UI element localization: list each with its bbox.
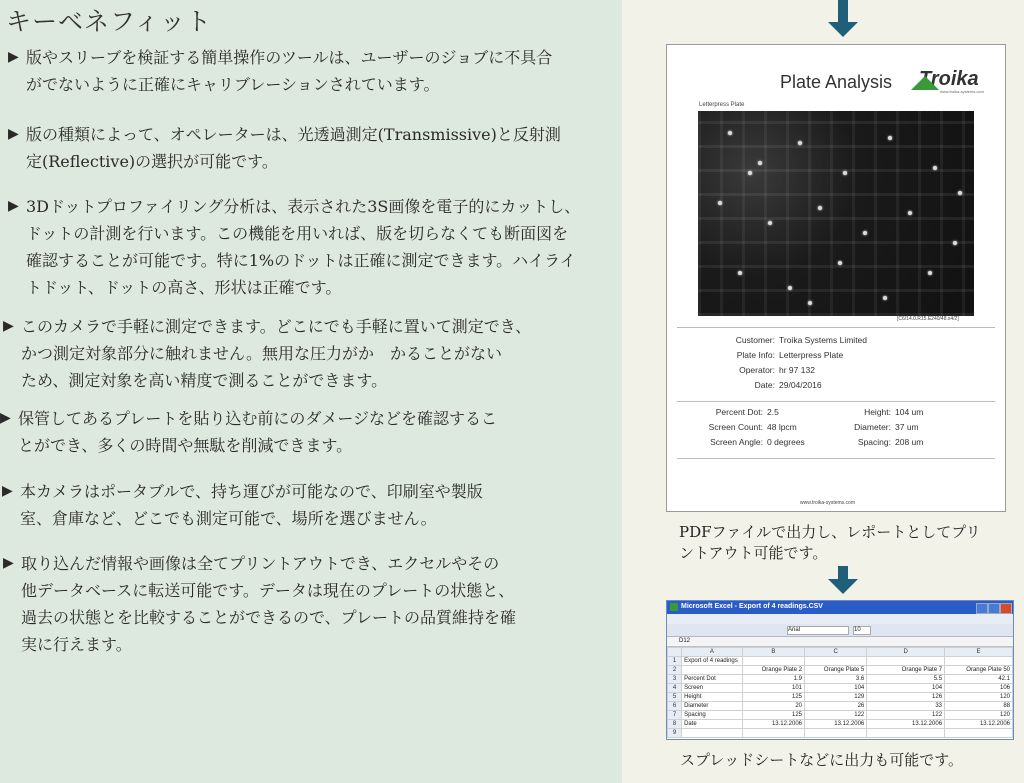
divider — [677, 327, 995, 328]
column-header[interactable]: A — [682, 648, 743, 657]
plate-dot — [818, 206, 822, 210]
minimize-icon[interactable] — [976, 603, 988, 614]
cell[interactable] — [867, 657, 945, 666]
spreadsheet-grid[interactable] — [667, 647, 1013, 738]
table-row — [668, 684, 1013, 693]
column-header[interactable] — [668, 648, 682, 657]
bullet-arrow-icon: ▶ — [8, 198, 19, 214]
cell[interactable]: 120 — [945, 693, 1013, 702]
benefit-item — [0, 405, 498, 459]
cell[interactable]: 13.12.2006 — [945, 720, 1013, 729]
benefit-item — [3, 313, 532, 394]
plate-dot — [958, 191, 962, 195]
cell[interactable]: 13.12.2006 — [742, 720, 804, 729]
plate-code: [C6/14.0.R15.E240/48.x4/2] — [897, 316, 959, 322]
benefit-line: 版やスリーブを検証する簡単操作のツールは、ユーザーのジョブに不具合 — [26, 48, 553, 67]
cell[interactable]: 125 — [742, 711, 804, 720]
cell[interactable]: 125 — [742, 693, 804, 702]
plate-dot — [838, 261, 842, 265]
report-info-row — [707, 365, 815, 375]
plate-dot — [908, 211, 912, 215]
column-header[interactable]: B — [742, 648, 804, 657]
benefit-item — [2, 478, 483, 532]
maximize-icon[interactable] — [988, 603, 1000, 614]
benefit-item — [8, 44, 553, 98]
benefit-line: このカメラで手軽に測定できます。どこにでも手軽に置いて測定でき、 — [21, 317, 532, 336]
excel-title-bar — [667, 601, 1013, 614]
cell[interactable]: 1.9 — [742, 675, 804, 684]
plate-dot — [798, 141, 802, 145]
report-metric — [835, 407, 923, 417]
logo-text: Troika — [919, 68, 979, 90]
cell[interactable] — [805, 729, 867, 738]
plate-dot — [718, 201, 722, 205]
excel-icon — [670, 603, 678, 611]
excel-menu-bar — [667, 614, 1013, 624]
cell[interactable]: Export of 4 readings — [682, 657, 743, 666]
bullet-arrow-icon: ▶ — [3, 318, 14, 334]
plate-dot — [843, 171, 847, 175]
metric-label: Screen Count: — [708, 422, 763, 432]
font-name-box[interactable] — [787, 626, 849, 635]
troika-logo — [919, 68, 979, 91]
report-metric — [697, 422, 797, 432]
cell[interactable]: Orange Plate 2 — [742, 666, 804, 675]
row-header[interactable]: 5 — [668, 693, 682, 702]
font-size: 10 — [854, 627, 861, 633]
plate-dot — [808, 301, 812, 305]
table-row — [668, 711, 1013, 720]
plate-dot — [748, 171, 752, 175]
cell[interactable]: 129 — [805, 693, 867, 702]
cell[interactable]: Percent Dot — [682, 675, 743, 684]
plate-dot — [953, 241, 957, 245]
close-icon[interactable] — [1000, 603, 1012, 614]
benefit-line: トドット、ドットの高さ、形状は正確です。 — [26, 278, 342, 297]
cell[interactable]: 104 — [867, 684, 945, 693]
report-metric — [835, 437, 923, 447]
pdf-caption — [679, 522, 981, 564]
info-value: Letterpress Plate — [779, 350, 844, 360]
plate-dot — [928, 271, 932, 275]
plate-dot — [863, 231, 867, 235]
benefit-line: ため、測定対象を高い精度で測ることができます。 — [21, 371, 388, 390]
plate-dot — [888, 136, 892, 140]
report-footer: www.troika-systems.com — [800, 500, 856, 506]
cell[interactable] — [945, 729, 1013, 738]
table-row — [668, 693, 1013, 702]
benefit-line: 定(Reflective)の選択が可能です。 — [26, 152, 278, 171]
excel-window — [666, 600, 1014, 740]
cell[interactable]: 106 — [945, 684, 1013, 693]
benefit-line: 版の種類によって、オペレーターは、光透過測定(Transmissive)と反射測 — [26, 125, 561, 144]
bullet-arrow-icon: ▶ — [0, 410, 11, 426]
report-info-row — [707, 335, 867, 345]
metric-value: 0 degrees — [767, 437, 805, 447]
metric-label: Percent Dot: — [715, 407, 763, 417]
cell[interactable]: Diameter — [682, 702, 743, 711]
divider — [677, 458, 995, 459]
table-row — [668, 720, 1013, 729]
cell[interactable]: 120 — [945, 711, 1013, 720]
cell[interactable]: 122 — [867, 711, 945, 720]
formula-bar — [667, 637, 1013, 647]
table-row — [668, 666, 1013, 675]
pdf-caption-line: ントアウト可能です。 — [679, 544, 828, 562]
benefit-line: かつ測定対象部分に触れません。無用な圧力がか かることがない — [21, 344, 502, 363]
benefit-line: 過去の状態とを比較することができるので、プレートの品質維持を確 — [21, 608, 517, 627]
cell[interactable] — [682, 729, 743, 738]
logo-triangle-icon — [911, 76, 939, 90]
plate-analysis-report — [666, 44, 1006, 512]
excel-caption: スプレッドシートなどに出力も可能です。 — [680, 751, 964, 769]
cell[interactable]: Orange Plate 50 — [945, 666, 1013, 675]
benefit-line: 他データベースに転送可能です。データは現在のプレートの状態と、 — [21, 581, 515, 600]
cell[interactable]: 126 — [867, 693, 945, 702]
benefit-item — [8, 121, 561, 175]
bullet-arrow-icon: ▶ — [3, 555, 14, 571]
font-name: Arial — [788, 627, 801, 633]
plate-dot — [758, 161, 762, 165]
plate-label: Letterpress Plate — [699, 102, 745, 108]
cell[interactable]: 33 — [867, 702, 945, 711]
cell[interactable]: Spacing — [682, 711, 743, 720]
plate-dot — [738, 271, 742, 275]
benefit-item — [3, 550, 517, 658]
cell[interactable] — [682, 666, 743, 675]
bullet-arrow-icon: ▶ — [8, 126, 19, 142]
cell[interactable]: 26 — [805, 702, 867, 711]
cell[interactable]: 42.1 — [945, 675, 1013, 684]
plate-dot — [768, 221, 772, 225]
benefit-line: ドットの計測を行います。この機能を用いれば、版を切らなくても断面図を — [26, 224, 569, 243]
report-metric — [835, 422, 919, 432]
plate-dot — [728, 131, 732, 135]
cell[interactable]: 3.6 — [805, 675, 867, 684]
info-label: Date: — [754, 380, 775, 390]
row-header[interactable]: 1 — [668, 657, 682, 666]
plate-texture — [698, 111, 974, 316]
excel-toolbar — [667, 624, 1013, 637]
metric-label: Screen Angle: — [710, 437, 763, 447]
cell[interactable]: 104 — [805, 684, 867, 693]
bullet-arrow-icon: ▶ — [2, 483, 13, 499]
benefit-line: 保管してあるプレートを貼り込む前にのダメージなどを確認するこ — [18, 409, 498, 428]
info-value: 29/04/2016 — [779, 380, 822, 390]
cell[interactable]: Orange Plate 5 — [805, 666, 867, 675]
benefit-line: 取り込んだ情報や画像は全てプリントアウトでき、エクセルやその — [21, 554, 500, 573]
row-header[interactable]: 6 — [668, 702, 682, 711]
excel-window-title: Microsoft Excel - Export of 4 readings.CSV — [681, 603, 823, 610]
metric-value: 48 lpcm — [767, 422, 797, 432]
report-metric — [697, 407, 779, 417]
cell[interactable]: 13.12.2006 — [867, 720, 945, 729]
row-header[interactable]: 4 — [668, 684, 682, 693]
info-label: Customer: — [735, 335, 775, 345]
plate-dot — [883, 296, 887, 300]
metric-value: 2.5 — [767, 407, 779, 417]
info-value: hr 97 132 — [779, 365, 815, 375]
cell[interactable] — [742, 657, 804, 666]
column-header-row — [668, 648, 1013, 657]
metric-label: Diameter: — [854, 422, 891, 432]
cell[interactable]: 88 — [945, 702, 1013, 711]
benefit-line: 室、倉庫など、どこでも測定可能で、場所を選びません。 — [20, 509, 437, 528]
plate-dot — [933, 166, 937, 170]
cell[interactable] — [805, 657, 867, 666]
row-header[interactable]: 9 — [668, 729, 682, 738]
cell[interactable]: Date — [682, 720, 743, 729]
cell[interactable]: Orange Plate 7 — [867, 666, 945, 675]
cell[interactable] — [867, 729, 945, 738]
cell[interactable]: 122 — [805, 711, 867, 720]
cell[interactable]: 5.5 — [867, 675, 945, 684]
table-row — [668, 702, 1013, 711]
cell-reference[interactable]: D12 — [679, 638, 691, 644]
row-header[interactable]: 8 — [668, 720, 682, 729]
metric-value: 208 um — [895, 437, 924, 447]
benefit-item — [8, 193, 581, 301]
benefit-line: 本カメラはポータブルで、持ち運びが可能なので、印刷室や製版 — [20, 482, 483, 501]
metric-value: 37 um — [895, 422, 919, 432]
report-metric — [697, 437, 805, 447]
row-header[interactable]: 7 — [668, 711, 682, 720]
info-label: Operator: — [739, 365, 775, 375]
divider — [677, 401, 995, 402]
info-value: Troika Systems Limited — [779, 335, 868, 345]
metric-label: Height: — [864, 407, 891, 417]
metric-value: 104 um — [895, 407, 924, 417]
cell[interactable]: 13.12.2006 — [805, 720, 867, 729]
plate-dot — [788, 286, 792, 290]
table-row — [668, 675, 1013, 684]
benefit-line: 実に行えます。 — [21, 635, 132, 654]
report-info-row — [707, 350, 843, 360]
metric-label: Spacing: — [857, 437, 891, 447]
row-header[interactable]: 3 — [668, 675, 682, 684]
cell[interactable]: 20 — [742, 702, 804, 711]
row-header[interactable]: 2 — [668, 666, 682, 675]
column-header[interactable]: D — [867, 648, 945, 657]
report-info-row — [707, 380, 822, 390]
plate-image — [698, 111, 974, 316]
page-title: キーベネフィット — [6, 7, 213, 36]
table-row — [668, 657, 1013, 666]
cell[interactable]: Height — [682, 693, 743, 702]
table-row — [668, 729, 1013, 738]
benefit-line: 確認することが可能です。特に1%のドットは正確に測定できます。ハイライ — [26, 251, 576, 270]
column-header[interactable]: E — [945, 648, 1013, 657]
font-size-box[interactable] — [853, 626, 871, 635]
column-header[interactable]: C — [805, 648, 867, 657]
cell[interactable] — [945, 657, 1013, 666]
logo-url: www.troika-systems.com — [940, 89, 985, 94]
cell[interactable]: 101 — [742, 684, 804, 693]
benefit-line: 3Dドットプロファイリング分析は、表示された3S画像を電子的にカットし、 — [26, 197, 581, 216]
bullet-arrow-icon: ▶ — [8, 49, 19, 65]
info-label: Plate Info: — [736, 350, 775, 360]
cell[interactable] — [742, 729, 804, 738]
cell[interactable]: Screen — [682, 684, 743, 693]
benefit-line: がでないように正確にキャリブレーションされています。 — [26, 75, 440, 94]
pdf-caption-line: PDFファイルで出力し、レポートとしてプリ — [679, 523, 981, 541]
report-title: Plate Analysis — [779, 72, 893, 92]
benefit-line: とができ、多くの時間や無駄を削減できます。 — [18, 436, 353, 455]
